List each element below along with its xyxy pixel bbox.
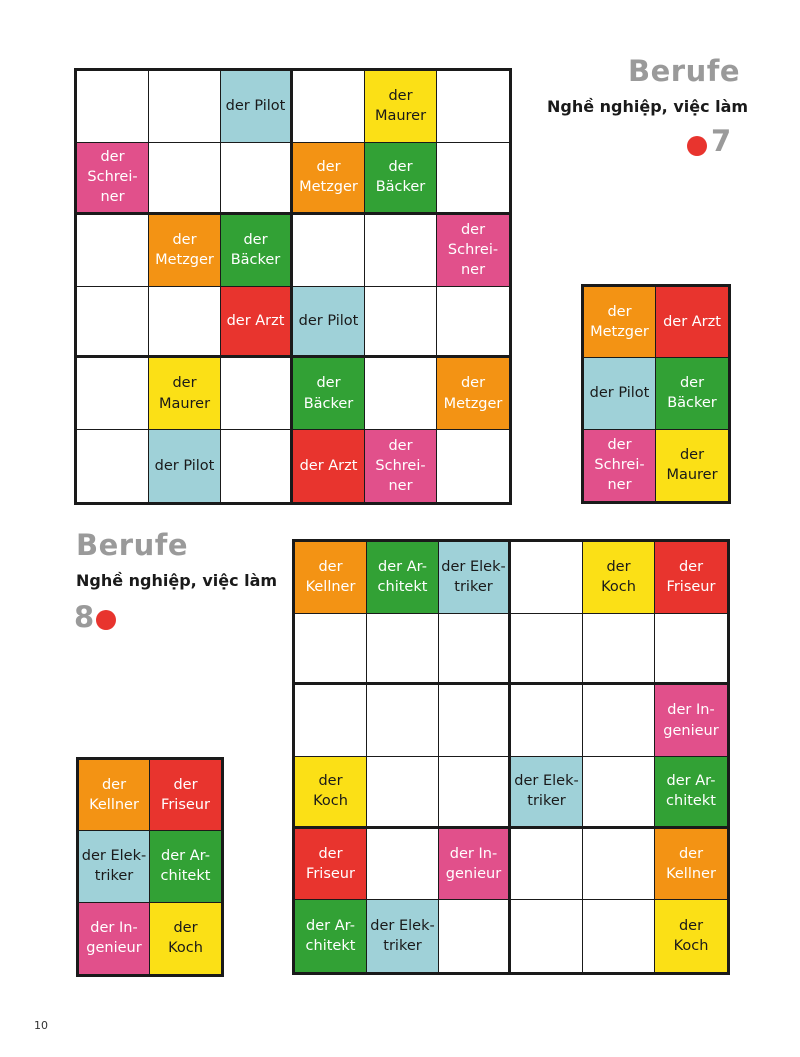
grid-cell-filled: der Elek- triker [439,542,511,614]
grid-cell-filled: der Arzt [293,430,365,502]
grid-cell-empty [293,71,365,143]
grid-cell-filled: der Metzger [437,358,509,430]
grid-cell-filled: der Bäcker [221,215,293,287]
grid-cell-empty [511,542,583,614]
grid-cell-empty [221,358,293,430]
grid-cell-empty [583,614,655,686]
grid-cell-filled: der Ar- chitekt [367,542,439,614]
grid-cell-empty [365,287,437,359]
grid-cell-filled: der Bäcker [293,358,365,430]
grid-cell-filled: der Bäcker [365,143,437,215]
puzzle-7-number: 7 [711,124,732,158]
grid-cell-filled: der Elek- triker [511,757,583,829]
grid-cell-empty [511,829,583,901]
sudoku-grid-7 [74,68,512,505]
grid-cell-filled: der Schrei- ner [77,143,149,215]
grid-cell-filled: der Koch [655,900,727,972]
grid-cell-filled: der Ar- chitekt [295,900,367,972]
grid-cell-filled: der Pilot [293,287,365,359]
grid-cell-filled: der Kellner [295,542,367,614]
puzzle-8-title: Berufe [76,528,189,562]
legend-7 [581,284,731,504]
grid-cell-filled: der Friseur [150,760,221,831]
grid-cell-filled: der Ar- chitekt [150,831,221,902]
grid-cell-empty [437,71,509,143]
grid-cell-filled: der Friseur [295,829,367,901]
grid-cell-filled: der Schrei- ner [437,215,509,287]
grid-cell-empty [149,143,221,215]
puzzle-8-number: 8 [74,600,95,634]
sudoku-grid-8 [292,539,730,975]
grid-cell-empty [583,757,655,829]
grid-cell-filled: der Koch [583,542,655,614]
grid-cell-filled: der Koch [295,757,367,829]
grid-cell-empty [437,287,509,359]
grid-cell-empty [77,71,149,143]
grid-cell-empty [293,215,365,287]
grid-cell-filled: der Ar- chitekt [655,757,727,829]
grid-cell-filled: der Elek- triker [79,831,150,902]
grid-cell-empty [655,614,727,686]
grid-cell-filled: der Pilot [584,358,656,429]
grid-cell-empty [439,685,511,757]
grid-cell-empty [221,143,293,215]
grid-cell-filled: der Arzt [656,287,728,358]
grid-cell-filled: der Pilot [149,430,221,502]
grid-cell-empty [365,358,437,430]
grid-cell-empty [367,614,439,686]
grid-cell-filled: der Metzger [293,143,365,215]
grid-cell-empty [149,287,221,359]
grid-cell-empty [295,685,367,757]
grid-cell-filled: der Maurer [365,71,437,143]
legend-8 [76,757,224,977]
grid-cell-empty [367,685,439,757]
grid-cell-empty [367,757,439,829]
grid-cell-empty [439,614,511,686]
grid-cell-empty [439,900,511,972]
grid-cell-filled: der Bäcker [656,358,728,429]
grid-cell-empty [437,430,509,502]
grid-cell-empty [295,614,367,686]
grid-cell-filled: der Schrei- ner [365,430,437,502]
grid-cell-empty [583,685,655,757]
grid-cell-filled: der In- genieur [79,903,150,974]
grid-cell-filled: der Metzger [584,287,656,358]
grid-cell-filled: der Maurer [149,358,221,430]
grid-cell-empty [221,430,293,502]
grid-cell-empty [437,143,509,215]
grid-cell-empty [149,71,221,143]
grid-cell-filled: der In- genieur [655,685,727,757]
grid-cell-empty [77,430,149,502]
puzzle-7-subtitle: Nghề nghiệp, việc làm [547,97,749,116]
puzzle-7-title: Berufe [628,54,741,88]
grid-cell-empty [583,900,655,972]
grid-cell-filled: der Maurer [656,430,728,501]
red-dot-icon [96,610,116,630]
grid-cell-empty [439,757,511,829]
grid-cell-filled: der Arzt [221,287,293,359]
grid-cell-empty [77,215,149,287]
grid-cell-filled: der Elek- triker [367,900,439,972]
grid-cell-empty [511,614,583,686]
grid-cell-empty [77,358,149,430]
grid-cell-empty [583,829,655,901]
page-number: 10 [34,1019,48,1032]
grid-cell-empty [365,215,437,287]
grid-cell-filled: der Metzger [149,215,221,287]
grid-cell-filled: der Schrei- ner [584,430,656,501]
grid-cell-filled: der Kellner [655,829,727,901]
grid-cell-filled: der Koch [150,903,221,974]
grid-cell-filled: der In- genieur [439,829,511,901]
grid-cell-empty [367,829,439,901]
grid-cell-empty [511,900,583,972]
grid-cell-filled: der Kellner [79,760,150,831]
grid-cell-empty [77,287,149,359]
grid-cell-filled: der Pilot [221,71,293,143]
puzzle-8-subtitle: Nghề nghiệp, việc làm [76,571,278,590]
grid-cell-empty [511,685,583,757]
red-dot-icon [687,136,707,156]
grid-cell-filled: der Friseur [655,542,727,614]
